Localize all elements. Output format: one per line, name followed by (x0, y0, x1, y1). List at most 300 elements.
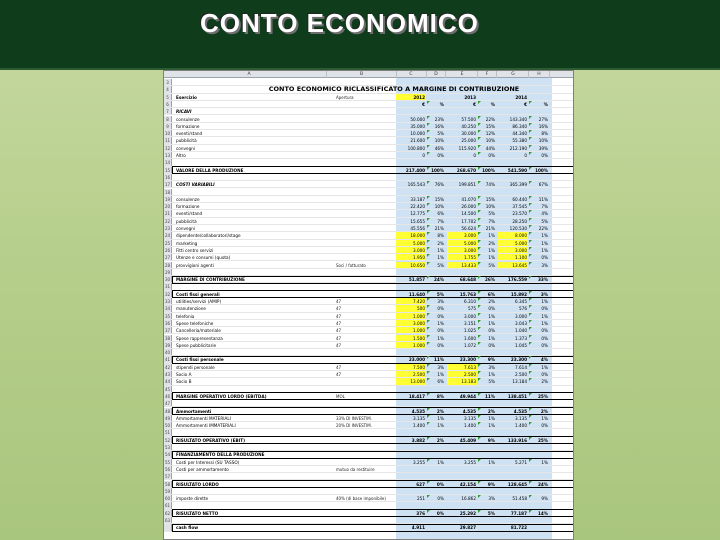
value-cell-1[interactable]: 1.000 (396, 327, 426, 333)
table-row[interactable] (164, 94, 574, 101)
percent-cell-2[interactable] (478, 386, 496, 392)
value-cell-1[interactable]: 1.500 (396, 335, 426, 341)
value-cell-1[interactable]: 3.135 (413, 415, 425, 421)
value-cell-1[interactable]: 1.000 (396, 313, 426, 319)
value-cell-3[interactable] (498, 386, 528, 392)
percent-cell-3[interactable]: 1% (541, 299, 548, 304)
value-cell-2[interactable] (447, 502, 477, 508)
percent-cell-1[interactable]: 10% (434, 204, 444, 210)
row-note-cell[interactable]: 40% (di base imponibile) (336, 496, 386, 502)
percent-cell-3[interactable]: 0% (541, 423, 548, 429)
row-label-cell[interactable]: cash flow (176, 525, 199, 531)
value-cell-3[interactable]: 120.530 (509, 226, 527, 231)
percent-cell-1[interactable]: 0% (436, 481, 444, 487)
row-label-cell[interactable]: utilities/servizi (AMIP) (176, 299, 222, 304)
row-number[interactable]: 7 (164, 108, 172, 114)
value-cell-3[interactable] (498, 488, 528, 494)
value-cell-3[interactable]: 2014 (515, 94, 527, 100)
percent-cell-2[interactable] (478, 159, 496, 165)
value-cell-2[interactable] (447, 189, 477, 195)
percent-cell-2[interactable] (478, 189, 496, 195)
percent-cell-1[interactable] (427, 473, 445, 479)
value-cell-3[interactable]: 6.345 (515, 299, 527, 304)
percent-cell-2[interactable]: 5% (488, 211, 495, 217)
row-number[interactable]: 36 (164, 320, 171, 326)
percent-cell-3[interactable]: 1% (541, 247, 548, 253)
percent-cell-2[interactable]: 0% (488, 342, 495, 348)
value-cell-1[interactable]: 7.420 (396, 298, 426, 304)
value-cell-1[interactable]: 12.775 (410, 211, 425, 217)
row-number[interactable]: 25 (164, 240, 171, 246)
value-cell-3[interactable]: 23.570 (512, 211, 527, 217)
column-header-a[interactable]: A (172, 71, 327, 78)
row-label-cell[interactable] (176, 174, 334, 180)
value-cell-3[interactable]: 77.187 (510, 510, 527, 516)
percent-cell-2[interactable]: 9% (487, 437, 495, 443)
percent-cell-3[interactable]: 1% (541, 415, 548, 421)
row-number[interactable]: 8 (164, 116, 172, 122)
column-header-e[interactable]: E (447, 71, 478, 78)
value-cell-1[interactable] (396, 466, 426, 472)
percent-cell-3[interactable]: 8% (541, 131, 548, 137)
percent-cell-3[interactable] (529, 466, 549, 472)
table-row[interactable] (164, 130, 574, 137)
value-cell-2[interactable] (447, 108, 477, 114)
percent-cell-2[interactable]: 5% (487, 510, 495, 516)
percent-cell-2[interactable]: 100% (482, 167, 495, 173)
percent-cell-3[interactable] (529, 400, 549, 406)
table-row[interactable] (164, 335, 574, 342)
row-label-cell[interactable] (176, 189, 334, 195)
row-note-cell[interactable] (336, 210, 394, 216)
row-note-cell[interactable] (336, 349, 394, 355)
value-cell-3[interactable]: 7.614 (515, 364, 527, 370)
value-cell-3[interactable]: 1.373 (515, 335, 527, 341)
row-number[interactable]: 38 (164, 335, 171, 341)
value-cell-2[interactable]: 13.183 (447, 378, 477, 384)
row-label-cell[interactable]: eventi/stand (176, 131, 203, 137)
row-note-cell[interactable] (336, 116, 394, 122)
row-label-cell[interactable]: Socio B (176, 379, 192, 385)
row-number[interactable]: 28 (164, 262, 171, 268)
table-row[interactable] (164, 364, 574, 371)
percent-cell-1[interactable]: % (439, 101, 444, 107)
percent-cell-3[interactable] (529, 429, 549, 435)
value-cell-1[interactable]: 10.000 (410, 131, 425, 137)
row-number[interactable]: 29 (164, 269, 171, 275)
value-cell-1[interactable]: 2.500 (396, 371, 426, 377)
row-number[interactable]: 58 (164, 481, 171, 487)
row-number[interactable]: 51 (164, 430, 171, 436)
value-cell-3[interactable]: 3.043 (515, 320, 527, 326)
value-cell-3[interactable] (498, 444, 528, 450)
value-cell-2[interactable]: 15.763 (459, 291, 476, 297)
row-label-cell[interactable]: Costi fissi generali (176, 291, 220, 297)
percent-cell-3[interactable]: 9% (541, 496, 548, 502)
table-row[interactable] (164, 137, 574, 144)
row-note-cell[interactable]: 47 (336, 299, 342, 304)
row-label-cell[interactable]: Esercizio (176, 94, 197, 100)
value-cell-2[interactable]: 0 (473, 153, 476, 158)
percent-cell-1[interactable]: 15% (434, 196, 444, 202)
table-row[interactable] (164, 152, 574, 159)
table-row[interactable] (164, 495, 574, 502)
row-number[interactable]: 12 (164, 145, 171, 151)
row-label-cell[interactable]: telefonia (176, 313, 195, 319)
value-cell-3[interactable]: 51.458 (512, 496, 527, 502)
row-note-cell[interactable] (336, 502, 394, 508)
percent-cell-3[interactable] (529, 517, 549, 523)
row-label-cell[interactable]: Ammortamenti (176, 408, 212, 414)
row-number[interactable]: 46 (164, 393, 171, 399)
row-label-cell[interactable]: Utenze e consumi (quota) (176, 255, 231, 261)
percent-cell-2[interactable]: 21% (485, 226, 495, 231)
percent-cell-3[interactable]: 100% (535, 167, 548, 173)
table-row[interactable] (164, 481, 574, 488)
table-row[interactable] (164, 451, 574, 458)
table-row[interactable] (164, 378, 574, 385)
percent-cell-1[interactable]: 0% (437, 313, 444, 319)
value-cell-3[interactable] (498, 400, 528, 406)
percent-cell-1[interactable]: 8% (436, 393, 444, 399)
table-row[interactable] (164, 218, 574, 225)
percent-cell-1[interactable] (427, 517, 445, 523)
value-cell-1[interactable]: 4.911 (411, 525, 425, 531)
row-number[interactable]: 4 (164, 86, 172, 92)
table-row[interactable] (164, 116, 574, 123)
value-cell-3[interactable]: 0 (524, 153, 527, 158)
percent-cell-2[interactable]: 10% (485, 138, 495, 144)
row-label-cell[interactable]: RISULTATO LORDO (176, 481, 219, 487)
row-number[interactable]: 32 (164, 291, 171, 297)
row-note-cell[interactable] (336, 240, 394, 246)
value-cell-1[interactable]: 2012 (396, 94, 426, 100)
percent-cell-1[interactable] (427, 466, 445, 472)
percent-cell-3[interactable] (529, 283, 549, 289)
value-cell-3[interactable]: 365.399 (509, 182, 527, 188)
value-cell-2[interactable]: 45.409 (459, 437, 476, 443)
table-row[interactable] (164, 189, 574, 196)
percent-cell-3[interactable] (529, 488, 549, 494)
value-cell-2[interactable]: 23.300 (459, 357, 476, 363)
value-cell-1[interactable]: 3.255 (413, 459, 425, 465)
row-label-cell[interactable]: marketing (176, 240, 198, 246)
percent-cell-2[interactable] (478, 502, 496, 508)
percent-cell-1[interactable]: 3% (437, 299, 444, 304)
value-cell-2[interactable] (447, 400, 477, 406)
row-note-cell[interactable] (336, 108, 394, 114)
percent-cell-3[interactable]: 0% (541, 328, 548, 334)
row-number[interactable]: 5 (164, 94, 172, 100)
percent-cell-1[interactable] (427, 386, 445, 392)
value-cell-3[interactable] (498, 473, 528, 479)
table-row[interactable] (164, 356, 574, 363)
column-header-g[interactable]: G (498, 71, 529, 78)
value-cell-2[interactable] (447, 159, 477, 165)
percent-cell-2[interactable]: 1% (488, 459, 495, 465)
percent-cell-1[interactable] (427, 269, 445, 275)
row-number[interactable]: 15 (164, 167, 171, 173)
percent-cell-3[interactable] (529, 473, 549, 479)
row-number[interactable]: 19 (164, 196, 171, 202)
value-cell-2[interactable]: 49.944 (459, 393, 476, 399)
percent-cell-2[interactable]: 7% (488, 218, 495, 224)
row-number[interactable]: 33 (164, 299, 171, 304)
value-cell-1[interactable]: 22.420 (410, 204, 425, 210)
value-cell-3[interactable]: 3.000 (515, 313, 527, 319)
row-number[interactable]: 16 (164, 174, 171, 180)
percent-cell-1[interactable]: 23% (434, 116, 444, 122)
row-label-cell[interactable]: formazione (176, 204, 200, 210)
row-note-cell[interactable] (336, 386, 394, 392)
percent-cell-3[interactable]: 1% (541, 320, 548, 326)
row-number[interactable]: 17 (164, 182, 171, 188)
value-cell-1[interactable]: 5.000 (396, 240, 426, 246)
percent-cell-2[interactable] (478, 429, 496, 435)
percent-cell-2[interactable]: 1% (488, 255, 495, 261)
row-note-cell[interactable] (336, 159, 394, 165)
table-row[interactable] (164, 210, 574, 217)
percent-cell-2[interactable]: 26% (484, 277, 495, 283)
value-cell-3[interactable] (498, 502, 528, 508)
value-cell-3[interactable]: 23.300 (510, 357, 527, 363)
percent-cell-3[interactable]: 16% (538, 123, 548, 129)
percent-cell-3[interactable] (529, 108, 549, 114)
table-row[interactable] (164, 320, 574, 327)
table-row[interactable] (164, 196, 574, 203)
value-cell-3[interactable] (498, 283, 528, 289)
percent-cell-2[interactable]: % (490, 101, 495, 107)
value-cell-2[interactable]: 3.000 (447, 247, 477, 253)
row-note-cell[interactable] (336, 196, 394, 202)
percent-cell-1[interactable]: 76% (434, 182, 444, 188)
value-cell-2[interactable]: 16.862 (461, 496, 476, 502)
table-row[interactable] (164, 415, 574, 422)
value-cell-2[interactable]: 3.000 (464, 313, 476, 319)
percent-cell-1[interactable] (427, 108, 445, 114)
value-cell-3[interactable]: 541.590 (507, 167, 527, 173)
percent-cell-1[interactable]: 5% (437, 262, 444, 268)
value-cell-2[interactable]: 25.292 (459, 510, 476, 516)
row-number[interactable]: 47 (164, 401, 171, 407)
value-cell-1[interactable] (396, 174, 426, 180)
value-cell-1[interactable]: 33.187 (410, 196, 425, 202)
percent-cell-3[interactable]: 3% (540, 291, 548, 297)
row-number[interactable]: 61 (164, 503, 171, 509)
table-row[interactable] (164, 225, 574, 232)
percent-cell-2[interactable]: 2% (488, 240, 495, 246)
row-note-cell[interactable]: 47 (336, 372, 342, 377)
value-cell-2[interactable]: 3.255 (464, 459, 476, 465)
value-cell-1[interactable]: 0 (422, 153, 425, 158)
row-number[interactable]: 43 (164, 372, 171, 377)
value-cell-2[interactable]: 2013 (464, 94, 476, 100)
row-number[interactable]: 60 (164, 496, 171, 502)
table-row[interactable] (164, 422, 574, 429)
percent-cell-3[interactable] (529, 349, 549, 355)
percent-cell-2[interactable]: 3% (488, 364, 495, 370)
row-label-cell[interactable]: Socio A (176, 372, 192, 377)
percent-cell-2[interactable]: 15% (485, 196, 495, 202)
row-note-cell[interactable]: 47 (336, 342, 342, 348)
row-number[interactable]: 44 (164, 379, 171, 385)
value-cell-2[interactable]: 3.000 (447, 232, 477, 238)
table-row[interactable] (164, 123, 574, 130)
row-note-cell[interactable]: 33% DI INVESTIM. (336, 415, 373, 421)
row-label-cell[interactable]: provvigioni agenti (176, 262, 214, 268)
percent-cell-2[interactable]: 12% (485, 131, 495, 137)
row-note-cell[interactable] (336, 247, 394, 253)
row-number[interactable]: 55 (164, 459, 171, 465)
percent-cell-2[interactable]: 1% (488, 423, 495, 429)
row-note-cell[interactable] (336, 145, 394, 151)
row-label-cell[interactable]: Spese pubblicitarie (176, 342, 217, 348)
row-label-cell[interactable]: formazione (176, 123, 200, 129)
table-row[interactable] (164, 488, 574, 495)
percent-cell-1[interactable]: 1% (437, 320, 444, 326)
value-cell-3[interactable]: 4.535 (513, 408, 527, 414)
value-cell-3[interactable]: 1.400 (515, 423, 527, 429)
row-note-cell[interactable] (336, 444, 394, 450)
value-cell-1[interactable] (396, 108, 426, 114)
percent-cell-1[interactable]: 21% (434, 226, 444, 231)
value-cell-2[interactable] (447, 269, 477, 275)
value-cell-1[interactable]: € (422, 101, 425, 107)
table-row[interactable] (164, 276, 574, 283)
row-label-cell[interactable]: convegni (176, 226, 196, 231)
value-cell-3[interactable] (498, 174, 528, 180)
row-note-cell[interactable]: Apertura (336, 94, 354, 100)
row-number[interactable]: 56 (164, 466, 171, 472)
row-label-cell[interactable]: RICAVI (176, 109, 192, 115)
row-number[interactable]: 26 (164, 247, 171, 253)
percent-cell-1[interactable]: 2% (437, 240, 444, 246)
percent-cell-3[interactable]: 7% (541, 204, 548, 210)
table-row[interactable] (164, 262, 574, 269)
percent-cell-1[interactable]: 5% (436, 291, 444, 297)
percent-cell-3[interactable] (529, 174, 549, 180)
row-number[interactable]: 42 (164, 364, 171, 370)
value-cell-2[interactable]: 26.000 (461, 204, 476, 210)
row-label-cell[interactable] (176, 444, 334, 450)
value-cell-2[interactable]: 1.025 (464, 328, 476, 334)
table-row[interactable] (164, 167, 574, 174)
value-cell-2[interactable] (447, 386, 477, 392)
percent-cell-2[interactable]: 1% (488, 335, 495, 341)
value-cell-3[interactable] (498, 189, 528, 195)
value-cell-3[interactable] (498, 269, 528, 275)
value-cell-2[interactable]: 57.500 (461, 116, 476, 122)
row-note-cell[interactable] (336, 225, 394, 231)
percent-cell-3[interactable] (529, 502, 549, 508)
row-label-cell[interactable]: Costi fissi personale (176, 357, 224, 363)
column-header-c[interactable]: C (396, 71, 427, 78)
percent-cell-2[interactable]: 11% (484, 393, 495, 399)
row-label-cell[interactable]: FINANZIAMENTO DELLA PRODUZIONE (176, 452, 265, 458)
row-label-cell[interactable] (176, 473, 334, 479)
value-cell-3[interactable]: 37.545 (512, 204, 527, 210)
percent-cell-1[interactable]: 1% (437, 415, 444, 421)
value-cell-1[interactable]: 1.950 (396, 254, 426, 260)
table-row[interactable] (164, 437, 574, 444)
row-number[interactable]: 6 (164, 101, 172, 107)
value-cell-1[interactable]: 51.857 (408, 277, 425, 283)
value-cell-2[interactable] (447, 517, 477, 523)
value-cell-3[interactable]: 8.000 (498, 232, 528, 238)
value-cell-1[interactable]: 217.400 (405, 167, 425, 173)
row-label-cell[interactable]: Ammortamenti IMMATERIALI (176, 423, 236, 429)
value-cell-1[interactable]: 15.655 (410, 218, 425, 224)
percent-cell-2[interactable]: 5% (488, 262, 495, 268)
row-number[interactable]: 37 (164, 328, 171, 334)
percent-cell-3[interactable]: 11% (538, 196, 548, 202)
row-label-cell[interactable]: Costi per Interessi (SU TASSO) (176, 459, 240, 465)
row-label-cell[interactable]: VALORE DELLA PRODUZIONE (176, 167, 244, 173)
row-number[interactable]: 53 (164, 445, 171, 450)
value-cell-3[interactable]: 28.250 (512, 218, 527, 224)
row-note-cell[interactable] (336, 137, 394, 143)
percent-cell-2[interactable]: 1% (488, 320, 495, 326)
value-cell-3[interactable]: 5.000 (498, 240, 528, 246)
percent-cell-2[interactable]: 3% (488, 496, 495, 502)
percent-cell-2[interactable] (478, 108, 496, 114)
percent-cell-3[interactable]: 67% (538, 182, 548, 188)
value-cell-1[interactable]: 627 (416, 481, 425, 487)
value-cell-3[interactable]: 86.340 (512, 123, 527, 129)
row-number[interactable] (164, 524, 172, 530)
row-label-cell[interactable]: eventi/stand (176, 211, 203, 217)
percent-cell-3[interactable]: 4% (541, 211, 548, 217)
value-cell-2[interactable]: 2.500 (447, 371, 477, 377)
percent-cell-3[interactable] (529, 386, 549, 392)
percent-cell-3[interactable]: 1% (541, 233, 548, 239)
row-number[interactable]: 3 (164, 79, 172, 85)
row-label-cell[interactable]: Spese telefoniche (176, 320, 214, 326)
percent-cell-1[interactable]: 6% (437, 379, 444, 385)
table-row[interactable] (164, 291, 574, 298)
percent-cell-2[interactable]: 1% (488, 372, 495, 377)
value-cell-1[interactable] (396, 159, 426, 165)
percent-cell-2[interactable]: 1% (488, 415, 495, 421)
table-row[interactable] (164, 524, 574, 531)
value-cell-2[interactable]: 56.624 (461, 226, 476, 231)
value-cell-1[interactable] (396, 189, 426, 195)
row-note-cell[interactable]: 47 (336, 328, 342, 334)
row-label-cell[interactable]: imposte dirette (176, 496, 209, 502)
row-label-cell[interactable]: pubblicità (176, 218, 197, 224)
value-cell-2[interactable] (447, 283, 477, 289)
row-note-cell[interactable] (336, 181, 394, 187)
row-note-cell[interactable] (336, 473, 394, 479)
percent-cell-1[interactable] (427, 94, 445, 100)
row-label-cell[interactable]: COSTI VARIABILI (176, 182, 215, 188)
percent-cell-1[interactable]: 0% (437, 328, 444, 334)
row-number[interactable]: 48 (164, 408, 171, 414)
row-label-cell[interactable]: stipendi personale (176, 364, 215, 370)
percent-cell-3[interactable]: 0% (541, 153, 548, 158)
value-cell-3[interactable] (498, 429, 528, 435)
value-cell-3[interactable]: 2.500 (515, 372, 527, 377)
value-cell-1[interactable] (396, 502, 426, 508)
table-row[interactable] (164, 101, 574, 108)
row-label-cell[interactable]: Cancelleria/materiale (176, 328, 221, 334)
percent-cell-3[interactable]: 0% (541, 342, 548, 348)
row-label-cell[interactable] (176, 400, 334, 406)
value-cell-2[interactable]: 42.154 (459, 481, 476, 487)
percent-cell-3[interactable]: 25% (537, 437, 548, 443)
value-cell-2[interactable] (447, 174, 477, 180)
row-label-cell[interactable] (176, 283, 334, 289)
